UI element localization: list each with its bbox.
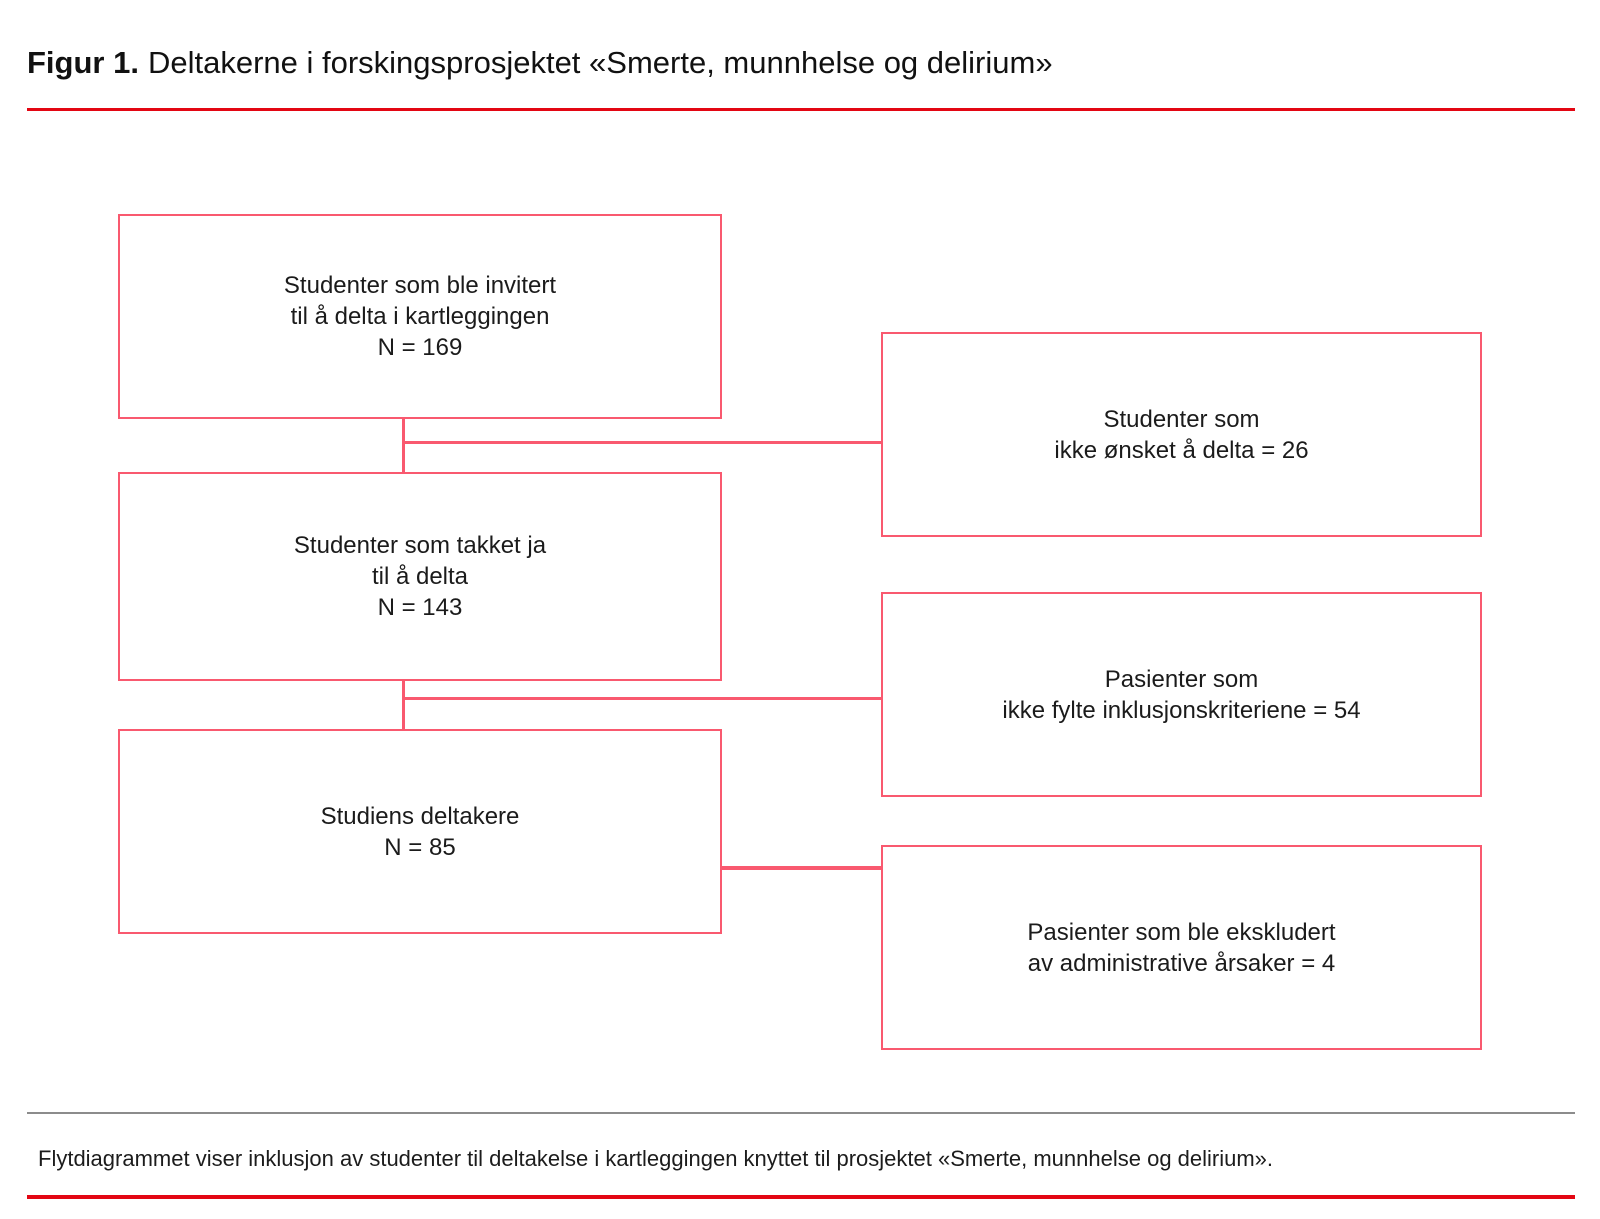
flow-box-line: til å delta <box>371 563 469 590</box>
figure-caption: Flytdiagrammet viser inklusjon av studenter til deltakelse i kartleggingen knyttet til prosjektet «Smerte, munnhelse og delirium». <box>38 1146 1274 1171</box>
flow-box-line: Pasienter som <box>1104 665 1259 693</box>
flow-box-line: ikke ønsket å delta = 26 <box>1054 436 1309 464</box>
flow-box-included <box>118 729 722 934</box>
connector-vertical-accepted-included <box>402 679 405 731</box>
figure-title-text: Deltakerne i forskingsprosjektet «Smerte, munnhelse og delirium» <box>147 45 1053 80</box>
flow-box-count: N = 169 <box>377 334 463 361</box>
flow-box-invited <box>118 214 722 419</box>
bottom-red-divider <box>27 1195 1575 1199</box>
connector-horizontal-to-not-meeting-criteria <box>404 697 883 700</box>
flow-box-count: N = 85 <box>384 833 456 861</box>
flow-box-accepted <box>118 472 722 681</box>
flow-box-line: Studiens deltakere <box>320 802 520 830</box>
connector-horizontal-to-excluded-admin <box>720 866 883 870</box>
flow-box-line: Pasienter som ble ekskludert <box>1027 918 1336 946</box>
flow-box-not-meeting-criteria <box>881 592 1482 797</box>
figure-number-label: Figur 1. <box>27 45 139 80</box>
flow-box-line: Studenter som <box>1103 405 1260 433</box>
flow-box-line: av administrative årsaker = 4 <box>1027 949 1336 977</box>
top-red-divider <box>27 108 1575 111</box>
flow-box-count: N = 143 <box>377 594 463 621</box>
connector-horizontal-to-declined <box>404 441 883 444</box>
flow-box-line: Studenter som takket ja <box>293 532 547 559</box>
flow-box-line: til å delta i kartleggingen <box>290 303 550 330</box>
connector-vertical-invited-accepted <box>402 419 405 474</box>
flow-box-line: Studenter som ble invitert <box>283 272 557 299</box>
flow-box-line: ikke fylte inklusjonskriteriene = 54 <box>1002 696 1361 724</box>
caption-divider <box>27 1112 1575 1114</box>
flow-box-excluded-admin <box>881 845 1482 1050</box>
flow-box-declined <box>881 332 1482 537</box>
figure-title <box>27 44 1053 82</box>
